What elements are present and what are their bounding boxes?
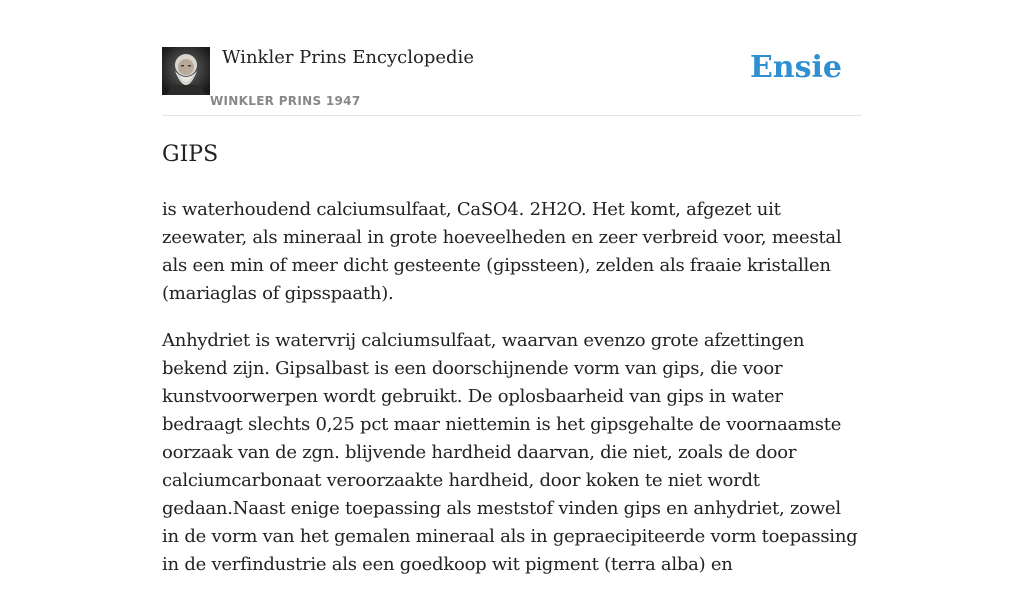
brand-logo[interactable]: Ensie <box>749 50 842 85</box>
article-paragraph: Anhydriet is watervrij calciumsulfaat, waarvan evenzo grote afzettingen bekend zijn. Gipsalbast is een doorschijnende vorm van gips, die voor kunstvoorwerpen wordt gebruikt. De oplosbaarheid van gips in water bedraagt slechts 0,25 pct maar niettemin is het gipsgehalte de voornaamste oorzaak van de zgn. blijvende hardheid daarvan, die niet, zoals de door calciumcarbonaat veroorzaakte hardheid, door koken te niet wordt gedaan.Naast enige toepassing als meststof vinden gips en anhydriet, zowel in de vorm van het gemalen mineraal als in gepraecipiteerde vorm toepassing in de verfindustrie als een goedkoop wit pigment (terra alba) en <box>162 330 858 575</box>
source-header <box>162 44 862 116</box>
article-title: GIPS <box>162 142 219 167</box>
article <box>162 138 862 598</box>
source-subtitle: WINKLER PRINS 1947 <box>210 94 361 108</box>
avatar[interactable] <box>162 47 210 95</box>
bearded-man-portrait-icon <box>162 47 210 95</box>
source-title-link[interactable]: Winkler Prins Encyclopedie <box>222 47 474 68</box>
article-paragraph: is waterhoudend calciumsulfaat, CaSO4. 2H2O. Het komt, afgezet uit zeewater, als mineraal in grote hoeveelheden en zeer verbreid voor, meestal als een min of meer dicht gesteente (gipssteen), zelden als fraaie kristallen (mariaglas of gipsspaath). <box>162 199 842 304</box>
header-divider <box>162 115 862 116</box>
